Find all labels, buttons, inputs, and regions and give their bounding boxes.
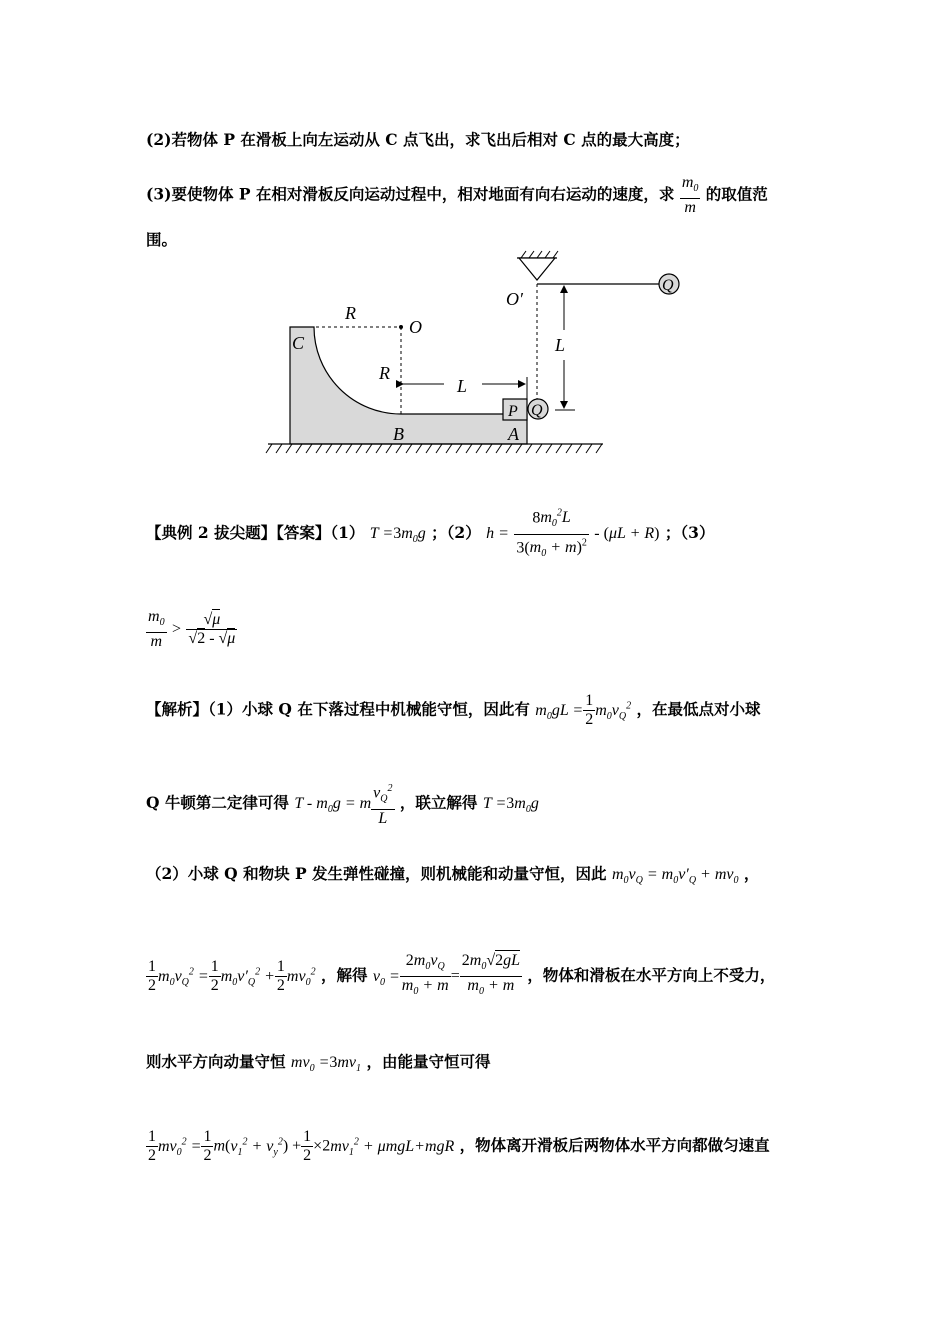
- label-l-slab: L: [457, 376, 468, 396]
- ratio-m0-over-m: $\frac{m_0}{m}$: [681, 174, 699, 217]
- label-r-top: R: [345, 303, 356, 323]
- label-b: B: [393, 424, 404, 444]
- label-r-side: R: [379, 363, 390, 383]
- answer-1-formula: T =: [369, 525, 394, 543]
- analysis-line-3: （2）小球 Q 和物块 P 发生弹性碰撞，则机械能和动量守恒，因此 $m_0v_Q = m_0v'_Q + mv_0$ ，: [146, 864, 760, 887]
- question-part2: (2)若物体 P 在滑板上向左运动从 C 点飞出，求飞出后相对 C 点的最大高度；: [146, 130, 690, 149]
- answer-3-formula: $\frac{m_0}{m}$ > $\frac{√\mu}{√2 - √\mu}$: [148, 608, 236, 651]
- label-o-prime: O′: [506, 289, 523, 309]
- label-a: A: [508, 424, 519, 444]
- slide-board: [290, 327, 527, 444]
- analysis-line-2: Q 牛顿第二定律可得 $T - m_0g = m$ $\frac{v_Q^2}{L}$ ，联立解得 $T =3m_0g$: [146, 780, 539, 828]
- pivot-support: [517, 251, 558, 280]
- ground-hatch: [266, 444, 602, 453]
- label-c: C: [292, 333, 305, 353]
- physics-figure: [0, 0, 950, 470]
- analysis-line-6: $\frac{1}{2}$ $mv_0^2$ = $\frac{1}{2}$ $m(v_1^2 + v_y^2)$ + $\frac{1}{2}$ $\times 2mv_1^2 + \mu mgL+mgR$ ，物体离开滑板后两物体水平方向都做匀速直: [148, 1128, 770, 1164]
- analysis-line-1: 【解析】（1）小球 Q 在下落过程中机械能守恒，因此有 $m_0gL$ = $\frac{1}{2}$ $m_0v_Q^2$ ，在最低点对小球: [146, 692, 761, 728]
- analysis-line-5: 则水平方向动量守恒 $mv_0 =3mv_1$ ，由能量守恒可得: [146, 1052, 491, 1075]
- answer-line: 【典例 2 拔尖题】【答案】（1） $T =3m_0g$ ；（2） h = $\frac{8m_0^2L}{3(m_0 + m)^2}$ - (μL + R) ；（3）: [146, 505, 714, 563]
- label-p: P: [508, 403, 518, 420]
- analysis-line-4: $\frac{1}{2}$ $m_0v_Q^2$ = $\frac{1}{2}$ $m_0v'_Q^2$ + $\frac{1}{2}$ $mv_0^2$ ，解得 $v_0$ = $\frac{2m_0v_Q}{m_0 + m}$ = $\frac{2m_0√2gL}{m_0 + m}$ ，物体和滑板在水平方向上不受力，: [148, 952, 776, 998]
- label-q-bottom: Q: [531, 402, 543, 419]
- label-l-right: L: [555, 335, 566, 355]
- label-o: O: [409, 317, 422, 337]
- question-part3: (3)要使物体 P 在相对滑板反向运动过程中，相对地面有向右运动的速度，求 $\frac{m_0}{m}$ 的取值范: [146, 174, 768, 217]
- question-part3-cont: 围。: [146, 230, 178, 249]
- label-q-top: Q: [662, 277, 674, 294]
- answer-2-formula: $\frac{8m_0^2L}{3(m_0 + m)^2}$: [514, 505, 589, 563]
